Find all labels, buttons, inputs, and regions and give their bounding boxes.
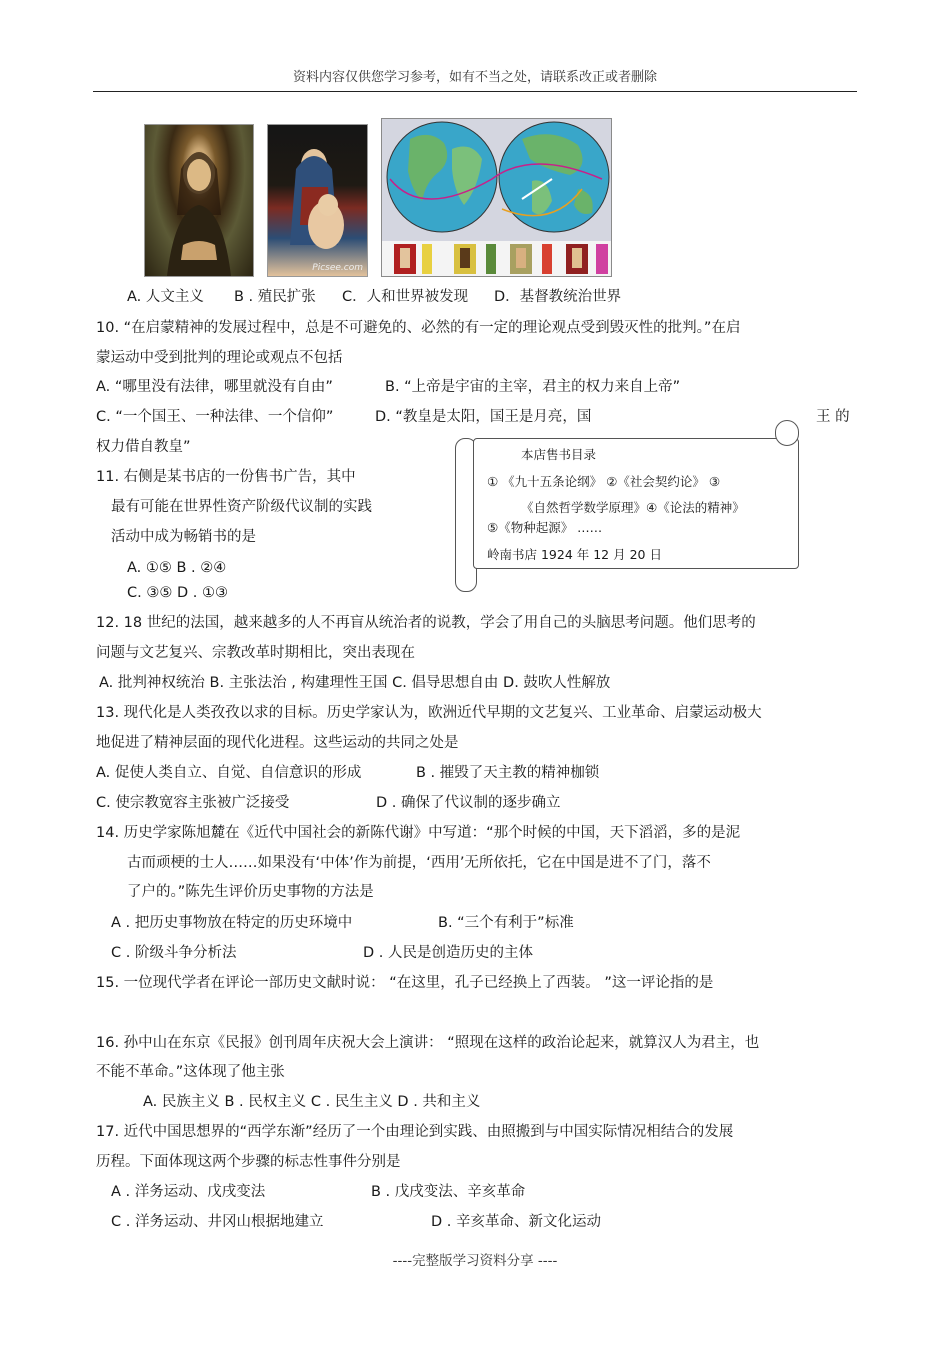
q11-options-ab: A. ①⑤ B . ②④ (127, 560, 227, 576)
mona-lisa-painting (144, 124, 254, 277)
image-watermark: Picsee.com (312, 263, 363, 273)
q17-option-d: D . 辛亥革命、新文化运动 (431, 1214, 601, 1230)
q11-stem-line2: 最有可能在世界性资产阶级代议制的实践 (111, 499, 372, 515)
madonna-painting (267, 124, 368, 277)
ad-line2: 《自然哲学数学原理》④《论法的精神》 (521, 500, 745, 515)
q9-option-d: D．基督教统治世界 (494, 289, 622, 305)
q16-stem-line2: 不能不革命。”这体现了他主张 (96, 1064, 285, 1080)
q14-option-a: A . 把历史事物放在特定的历史环境中 (111, 915, 353, 931)
q10-stem-line1: 10. “在启蒙精神的发展过程中，总是不可避免的、必然的有一定的理论观点受到毁灭性的批判。”在启 (96, 320, 741, 336)
q14-option-b: B. “三个有利于”标准 (438, 915, 574, 931)
page-header: 资料内容仅供您学习参考，如有不当之处，请联系改正或者删除 (292, 70, 657, 85)
q16-stem-line1: 16. 孙中山在东京《民报》创刊周年庆祝大会上演讲： “照现在这样的政治论起来，就算汉人为君主，也 (96, 1035, 760, 1051)
q16-options: A. 民族主义 B . 民权主义 C . 民生主义 D . 共和主义 (143, 1094, 481, 1110)
q13-option-d: D . 确保了代议制的逐步确立 (376, 795, 561, 811)
world-map-voyages-image (381, 118, 612, 277)
q13-option-a: A. 促使人类自立、自觉、自信意识的形成 (96, 765, 362, 781)
q17-option-c: C . 洋务运动、井冈山根据地建立 (111, 1214, 324, 1230)
q9-option-c: C．人和世界被发现 (342, 289, 469, 305)
q9-option-b: B . 殖民扩张 (234, 289, 316, 305)
ad-line3: ⑤《物种起源》 …… (487, 520, 603, 535)
q12-stem-line2: 问题与文艺复兴、宗教改革时期相比，突出表现在 (96, 645, 415, 661)
madonna-figure (268, 125, 367, 276)
q9-option-a: A. 人文主义 (127, 289, 204, 305)
scroll-roll-right (775, 420, 799, 446)
q11-stem-line1: 11. 右侧是某书店的一份售书广告，其中 (96, 469, 356, 485)
mona-lisa-figure (145, 125, 253, 276)
q14-stem-line1: 14. 历史学家陈旭麓在《近代中国社会的新陈代谢》中写道：“那个时候的中国，天下滔滔，多的是泥 (96, 825, 741, 841)
q13-stem-line1: 13. 现代化是人类孜孜以求的目标。历史学家认为，欧洲近代早期的文艺复兴、工业革命、启蒙运动极大 (96, 705, 762, 721)
q10-option-c: C. “一个国王、一种法律、一个信仰” (96, 409, 334, 425)
q17-stem-line1: 17. 近代中国思想界的“西学东渐”经历了一个由理论到实践、由照搬到与中国实际情况相结合的发展 (96, 1124, 734, 1140)
q13-option-b: B . 摧毁了天主教的精神枷锁 (416, 765, 600, 781)
q10-option-d-end: 权力借自教皇” (96, 439, 191, 455)
q14-stem-line2: 古而顽梗的士人……如果没有‘中体’作为前提，‘西用’无所依托，它在中国是进不了门，落不 (127, 855, 711, 871)
q13-option-c: C. 使宗教宽容主张被广泛接受 (96, 795, 290, 811)
header-rule (93, 91, 857, 92)
q12-options: A. 批判神权统治 B. 主张法治 , 构建理性王国 C. 倡导思想自由 D. 鼓吹人性解放 (99, 675, 611, 691)
q17-option-b: B . 戊戌变法、辛亥革命 (371, 1184, 526, 1200)
ad-line1: ① 《九十五条论纲》 ②《社会契约论》 ③ (487, 474, 721, 489)
q10-option-d-cont: 王 的 (816, 409, 850, 425)
q15-stem: 15. 一位现代学者在评论一部历史文献时说： “在这里，孔子已经换上了西装。 ”这一评论指的是 (96, 975, 714, 991)
ad-title: 本店售书目录 (521, 447, 597, 462)
world-map-graphic (382, 119, 611, 276)
bookstore-ad-scroll (455, 438, 798, 567)
q10-option-a: A. “哪里没有法律，哪里就没有自由” (96, 379, 333, 395)
q17-stem-line2: 历程。下面体现这两个步骤的标志性事件分别是 (96, 1154, 401, 1170)
q14-stem-line3: 了户的。”陈先生评价历史事物的方法是 (127, 884, 374, 900)
ad-line4: 岭南书店 1924 年 12 月 20 日 (487, 547, 662, 562)
q12-stem-line1: 12. 18 世纪的法国，越来越多的人不再盲从统治者的说教，学会了用自己的头脑思考问题。他们思考的 (96, 615, 756, 631)
q17-option-a: A . 洋务运动、戊戌变法 (111, 1184, 266, 1200)
q10-option-d: D. “教皇是太阳，国王是月亮，国 (375, 409, 592, 425)
q14-option-c: C . 阶级斗争分析法 (111, 945, 237, 961)
q10-stem-line2: 蒙运动中受到批判的理论或观点不包括 (96, 350, 343, 366)
q11-stem-line3: 活动中成为畅销书的是 (111, 529, 256, 545)
q10-option-b: B. “上帝是宇宙的主宰，君主的权力来自上帝” (385, 379, 681, 395)
page-footer: ----完整版学习资料分享 ---- (392, 1253, 558, 1269)
q11-options-cd: C. ③⑤ D . ①③ (127, 585, 228, 601)
q14-option-d: D . 人民是创造历史的主体 (363, 945, 533, 961)
q13-stem-line2: 地促进了精神层面的现代化进程。这些运动的共同之处是 (96, 735, 459, 751)
